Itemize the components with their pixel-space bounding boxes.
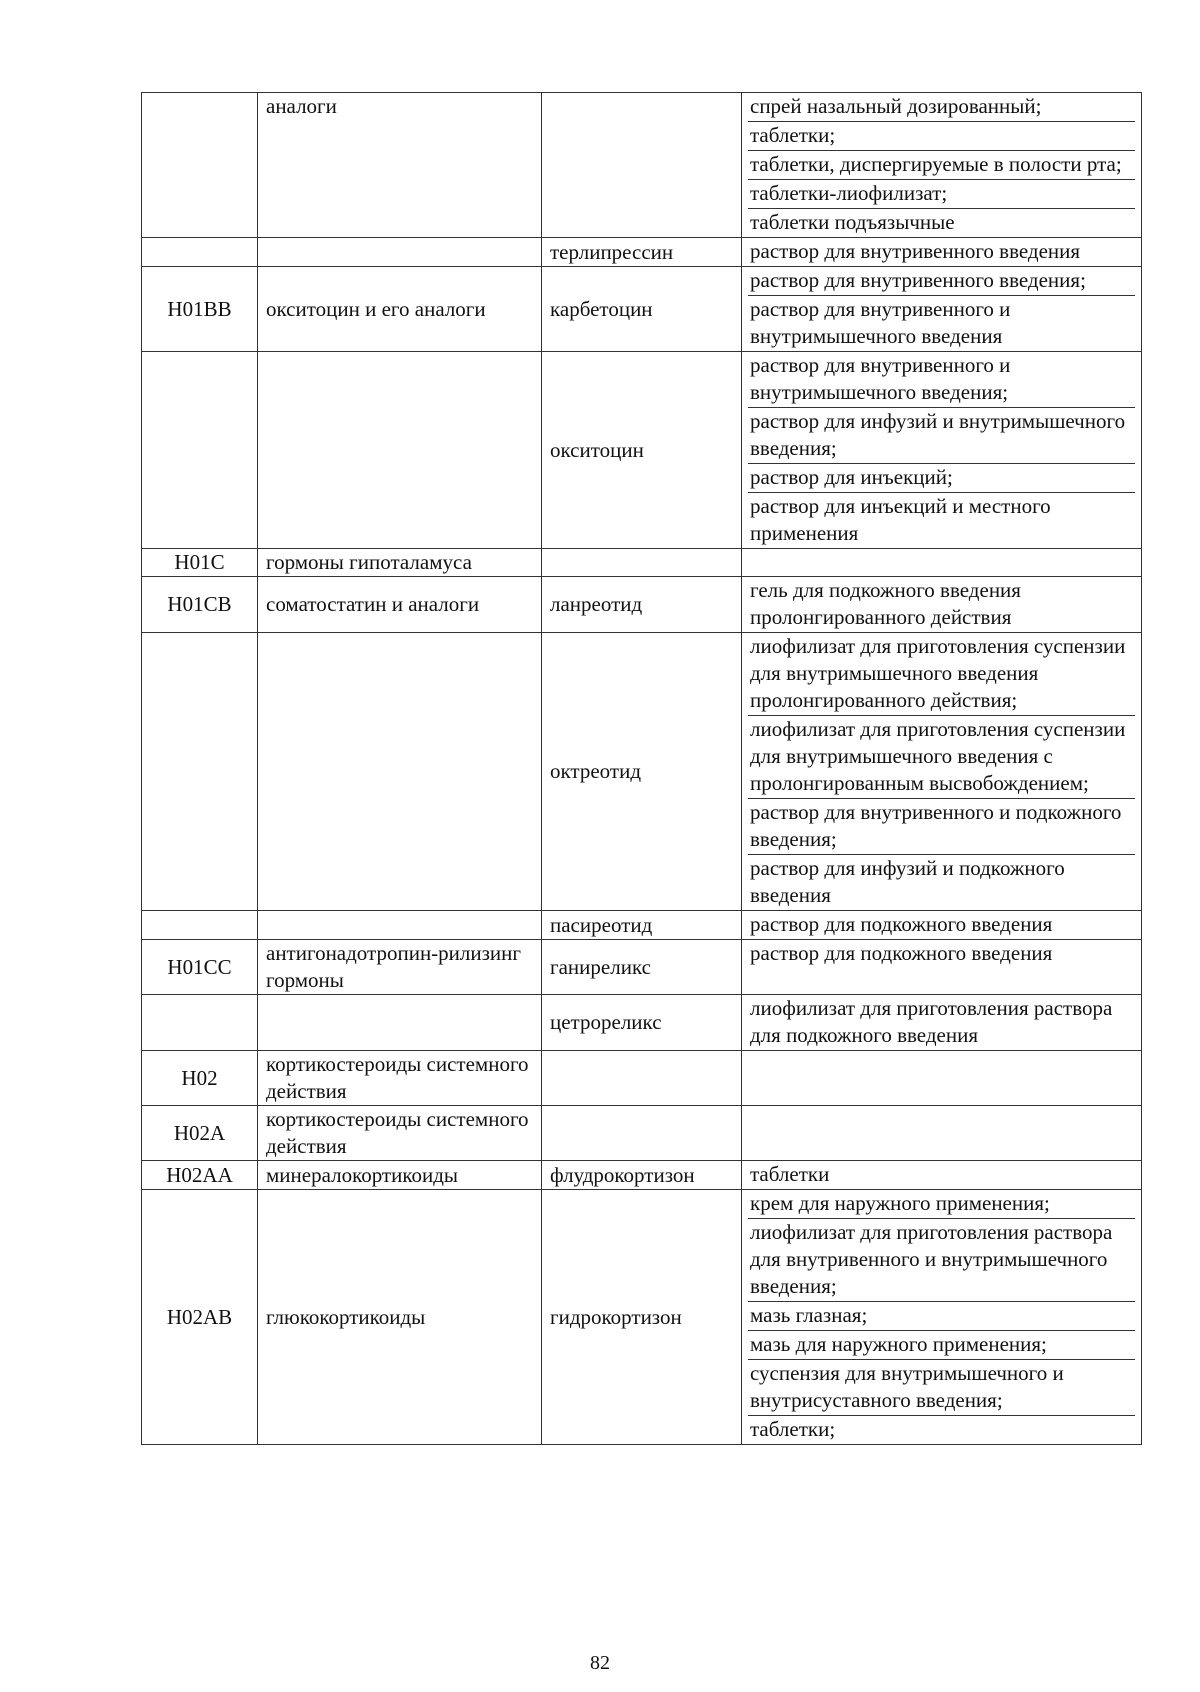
dosage-form-item: лиофилизат для приготовления суспензии для внутримышечного введения с пролонгированным высвобождением; [748, 716, 1135, 799]
table-row [142, 1161, 1142, 1190]
table-row [142, 995, 1142, 1051]
substance-cell: пасиреотид [542, 911, 742, 940]
group-name-cell [258, 995, 542, 1051]
dosage-forms-cell [742, 1190, 1142, 1445]
dosage-form-item: таблетки, диспергируемые в полости рта; [748, 151, 1135, 180]
dosage-forms-cell [742, 352, 1142, 549]
dosage-forms-list [748, 995, 1135, 1050]
substance-cell [542, 1051, 742, 1106]
dosage-forms-cell [742, 577, 1142, 633]
atc-code-cell [142, 93, 258, 238]
table-row [142, 1051, 1142, 1106]
atc-code-cell: H02 [142, 1051, 258, 1106]
group-name-cell: окситоцин и его аналоги [258, 267, 542, 352]
dosage-form-item: раствор для внутривенного и внутримышечного введения; [748, 352, 1135, 408]
dosage-form-item: лиофилизат для приготовления суспензии для внутримышечного введения пролонгированного действия; [748, 633, 1135, 716]
dosage-form-item: гель для подкожного введения пролонгированного действия [750, 578, 1021, 629]
group-name-cell: глюкокортикоиды [258, 1190, 542, 1445]
group-name-cell [258, 633, 542, 911]
dosage-forms-cell [742, 238, 1142, 267]
dosage-forms-cell [742, 940, 1142, 995]
dosage-form-item: суспензия для внутримышечного и внутрисуставного введения; [748, 1360, 1135, 1416]
substance-cell: окситоцин [542, 352, 742, 549]
substance-cell: флудрокортизон [542, 1161, 742, 1190]
substance-cell: октреотид [542, 633, 742, 911]
substance-cell: гидрокортизон [542, 1190, 742, 1445]
group-name-cell: соматостатин и аналоги [258, 577, 542, 633]
group-name-cell: антигонадотропин-рилизинг гормоны [258, 940, 542, 995]
dosage-form-item: раствор для инъекций и местного применения [750, 494, 1051, 545]
atc-code-cell [142, 238, 258, 267]
dosage-form-item: лиофилизат для приготовления раствора для подкожного введения [750, 996, 1113, 1047]
dosage-form-item: таблетки [750, 1162, 830, 1186]
table-row [142, 93, 1142, 238]
dosage-forms-cell [742, 633, 1142, 911]
dosage-form-item: таблетки; [750, 1417, 836, 1441]
dosage-forms-list [748, 633, 1135, 910]
atc-code-cell: H01CB [142, 577, 258, 633]
table-row [142, 238, 1142, 267]
group-name-cell: кортикостероиды системного действия [258, 1106, 542, 1161]
substance-cell: терлипрессин [542, 238, 742, 267]
atc-code-cell: H02A [142, 1106, 258, 1161]
dosage-form-item: мазь для наружного применения; [748, 1331, 1135, 1360]
dosage-forms-list [748, 238, 1135, 266]
page-number: 82 [590, 1652, 610, 1674]
drug-table [141, 92, 1142, 1445]
dosage-form-item: раствор для инъекций; [748, 464, 1135, 493]
dosage-forms-cell [742, 1051, 1142, 1106]
group-name-cell [258, 911, 542, 940]
substance-cell: ланреотид [542, 577, 742, 633]
atc-code-cell [142, 995, 258, 1051]
dosage-forms-list [748, 352, 1135, 548]
dosage-form-item: раствор для инфузий и подкожного введения [750, 856, 1065, 907]
table-row [142, 1190, 1142, 1445]
substance-cell: цетрореликс [542, 995, 742, 1051]
table-row [142, 633, 1142, 911]
table-row [142, 577, 1142, 633]
dosage-forms-cell [742, 1161, 1142, 1190]
dosage-forms-list [748, 1190, 1135, 1444]
table-row [142, 940, 1142, 995]
dosage-forms-list [748, 911, 1135, 939]
substance-cell: ганиреликс [542, 940, 742, 995]
dosage-forms-cell [742, 267, 1142, 352]
group-name-cell: гормоны гипоталамуса [258, 549, 542, 577]
dosage-form-item: раствор для внутривенного введения; [748, 267, 1135, 296]
dosage-form-item: крем для наружного применения; [748, 1190, 1135, 1219]
dosage-form-item: мазь глазная; [748, 1302, 1135, 1331]
dosage-form-item: раствор для внутривенного и подкожного введения; [748, 799, 1135, 855]
dosage-forms-cell [742, 1106, 1142, 1161]
dosage-forms-cell [742, 93, 1142, 238]
table-row [142, 352, 1142, 549]
dosage-form-item: раствор для инфузий и внутримышечного введения; [748, 408, 1135, 464]
dosage-form-item: раствор для подкожного введения [750, 912, 1053, 936]
atc-code-cell: H01CC [142, 940, 258, 995]
dosage-form-item: таблетки; [748, 122, 1135, 151]
table-row [142, 1106, 1142, 1161]
dosage-forms-list [748, 940, 1135, 968]
substance-cell [542, 1106, 742, 1161]
group-name-cell: аналоги [258, 93, 542, 238]
group-name-cell: минералокортикоиды [258, 1161, 542, 1190]
dosage-form-item: таблетки подъязычные [750, 210, 955, 234]
group-name-cell [258, 352, 542, 549]
dosage-form-item: раствор для внутривенного введения [750, 239, 1081, 263]
table-row [142, 549, 1142, 577]
dosage-forms-list [748, 1161, 1135, 1189]
atc-code-cell: H01C [142, 549, 258, 577]
dosage-form-item: раствор для внутривенного и внутримышечного введения [750, 297, 1011, 348]
atc-code-cell: H02AA [142, 1161, 258, 1190]
dosage-form-item: таблетки-лиофилизат; [748, 180, 1135, 209]
atc-code-cell [142, 633, 258, 911]
substance-cell: карбетоцин [542, 267, 742, 352]
table-body [142, 93, 1142, 1445]
table-row [142, 267, 1142, 352]
dosage-forms-list [748, 577, 1135, 632]
dosage-forms-list [748, 267, 1135, 351]
dosage-form-item: раствор для подкожного введения [750, 941, 1053, 965]
substance-cell [542, 549, 742, 577]
dosage-forms-list [748, 93, 1135, 237]
atc-code-cell [142, 352, 258, 549]
dosage-forms-cell [742, 995, 1142, 1051]
atc-code-cell: H02AB [142, 1190, 258, 1445]
dosage-form-item: лиофилизат для приготовления раствора для внутривенного и внутримышечного введения; [748, 1219, 1135, 1302]
atc-code-cell: H01BB [142, 267, 258, 352]
dosage-forms-cell [742, 549, 1142, 577]
substance-cell [542, 93, 742, 238]
group-name-cell [258, 238, 542, 267]
dosage-form-item: спрей назальный дозированный; [748, 93, 1135, 122]
group-name-cell: кортикостероиды системного действия [258, 1051, 542, 1106]
atc-code-cell [142, 911, 258, 940]
dosage-forms-cell [742, 911, 1142, 940]
table-row [142, 911, 1142, 940]
